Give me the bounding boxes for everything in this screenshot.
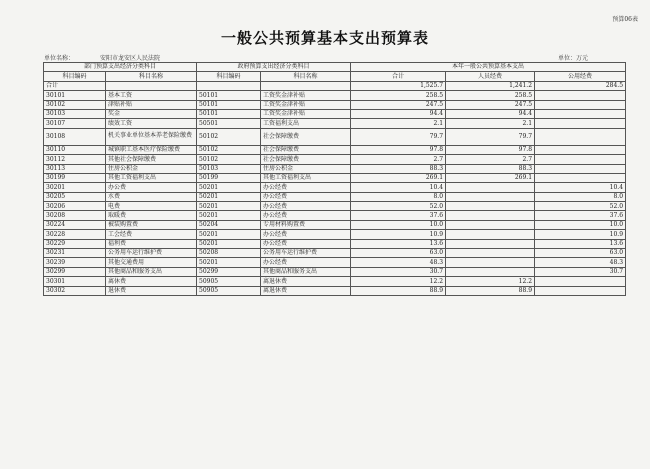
personnel-cell: 97.8 xyxy=(446,145,535,154)
public-cell: 10.4 xyxy=(535,183,626,192)
gov-name-cell: 办公经费 xyxy=(261,192,351,201)
gov-code-cell: 50201 xyxy=(197,258,261,267)
dept-name-cell: 住房公积金 xyxy=(106,164,197,173)
public-cell xyxy=(535,277,626,286)
gov-name-cell: 其他工资福利支出 xyxy=(261,173,351,182)
dept-code-cell: 30101 xyxy=(44,91,106,100)
gov-name-cell: 工资奖金津补贴 xyxy=(261,91,351,100)
gov-name-cell: 工资奖金津补贴 xyxy=(261,109,351,118)
header-column-row xyxy=(44,72,626,81)
total-empty-cell xyxy=(261,81,351,90)
dept-name-cell: 奖金 xyxy=(106,109,197,118)
header-gov-group: 政府预算支出经济分类科目 xyxy=(197,63,351,72)
gov-code-cell: 50102 xyxy=(197,128,261,145)
currency-unit: 单位：万元 xyxy=(557,55,588,62)
personnel-cell xyxy=(446,202,535,211)
public-cell: 37.6 xyxy=(535,211,626,220)
table-row xyxy=(44,277,626,286)
header-dept-group: 部门预算支出经济分类科目 xyxy=(44,63,197,72)
table-row xyxy=(44,183,626,192)
dept-name-cell: 被装购置费 xyxy=(106,220,197,229)
dept-code-cell: 30113 xyxy=(44,164,106,173)
header-total: 合计 xyxy=(351,72,446,81)
personnel-cell xyxy=(446,258,535,267)
total-row xyxy=(44,81,626,90)
dept-code-cell: 30206 xyxy=(44,202,106,211)
personnel-cell xyxy=(446,220,535,229)
gov-code-cell: 50299 xyxy=(197,267,261,276)
gov-name-cell: 社会保障缴费 xyxy=(261,128,351,145)
table-row xyxy=(44,100,626,109)
public-cell: 8.0 xyxy=(535,192,626,201)
public-cell xyxy=(535,91,626,100)
gov-name-cell: 办公经费 xyxy=(261,258,351,267)
header-gov-name: 科目名称 xyxy=(261,72,351,81)
public-cell xyxy=(535,100,626,109)
gov-code-cell: 50208 xyxy=(197,249,261,258)
gov-name-cell: 工资奖金津补贴 xyxy=(261,100,351,109)
gov-name-cell: 离退休费 xyxy=(261,277,351,286)
dept-code-cell: 30103 xyxy=(44,109,106,118)
personnel-cell xyxy=(446,239,535,248)
header-dept-name: 科目名称 xyxy=(106,72,197,81)
dept-code-cell: 30224 xyxy=(44,220,106,229)
gov-name-cell: 工资福利支出 xyxy=(261,119,351,128)
dept-code-cell: 30231 xyxy=(44,249,106,258)
dept-code-cell: 30205 xyxy=(44,192,106,201)
gov-code-cell: 50201 xyxy=(197,202,261,211)
public-cell: 10.0 xyxy=(535,220,626,229)
dept-name-cell: 水费 xyxy=(106,192,197,201)
personnel-cell: 88.9 xyxy=(446,286,535,295)
gov-name-cell: 社会保障缴费 xyxy=(261,145,351,154)
dept-code-cell: 30102 xyxy=(44,100,106,109)
table-row xyxy=(44,258,626,267)
personnel-cell: 79.7 xyxy=(446,128,535,145)
dept-name-cell: 工会经费 xyxy=(106,230,197,239)
dept-name-cell: 其他交通费用 xyxy=(106,258,197,267)
public-cell: 63.0 xyxy=(535,249,626,258)
personnel-cell: 94.4 xyxy=(446,109,535,118)
dept-name-cell: 其他商品和服务支出 xyxy=(106,267,197,276)
header-personnel: 人员经费 xyxy=(446,72,535,81)
dept-code-cell: 30201 xyxy=(44,183,106,192)
personnel-cell: 258.5 xyxy=(446,91,535,100)
total-empty-cell xyxy=(106,81,197,90)
dept-name-cell: 办公费 xyxy=(106,183,197,192)
total-public: 284.5 xyxy=(535,81,626,90)
dept-code-cell: 30199 xyxy=(44,173,106,182)
dept-code-cell: 30301 xyxy=(44,277,106,286)
personnel-cell xyxy=(446,267,535,276)
total-empty-cell xyxy=(197,81,261,90)
public-cell: 13.6 xyxy=(535,239,626,248)
total-cell: 37.6 xyxy=(351,211,446,220)
total-cell: 269.1 xyxy=(351,173,446,182)
gov-code-cell: 50102 xyxy=(197,155,261,164)
gov-code-cell: 50905 xyxy=(197,286,261,295)
gov-code-cell: 50102 xyxy=(197,145,261,154)
gov-name-cell: 其他商品和服务支出 xyxy=(261,267,351,276)
dept-name-cell: 津贴补贴 xyxy=(106,100,197,109)
page-title: 一般公共预算基本支出预算表 xyxy=(220,29,429,47)
dept-code-cell: 30228 xyxy=(44,230,106,239)
personnel-cell: 2.1 xyxy=(446,119,535,128)
gov-code-cell: 50201 xyxy=(197,239,261,248)
total-cell: 10.9 xyxy=(351,230,446,239)
total-cell: 2.7 xyxy=(351,155,446,164)
gov-code-cell: 50905 xyxy=(197,277,261,286)
personnel-cell xyxy=(446,192,535,201)
gov-name-cell: 办公经费 xyxy=(261,211,351,220)
table-row xyxy=(44,164,626,173)
public-cell: 30.7 xyxy=(535,267,626,276)
dept-name-cell: 绩效工资 xyxy=(106,119,197,128)
public-cell xyxy=(535,145,626,154)
table-row xyxy=(44,249,626,258)
header-public: 公用经费 xyxy=(535,72,626,81)
total-cell: 63.0 xyxy=(351,249,446,258)
personnel-cell: 247.5 xyxy=(446,100,535,109)
gov-code-cell: 50103 xyxy=(197,164,261,173)
dept-name-cell: 基本工资 xyxy=(106,91,197,100)
total-cell: 88.3 xyxy=(351,164,446,173)
gov-name-cell: 办公经费 xyxy=(261,202,351,211)
dept-code-cell: 30107 xyxy=(44,119,106,128)
dept-name-cell: 取暖费 xyxy=(106,211,197,220)
gov-code-cell: 50101 xyxy=(197,91,261,100)
public-cell xyxy=(535,164,626,173)
total-cell: 12.2 xyxy=(351,277,446,286)
total-cell: 48.3 xyxy=(351,258,446,267)
personnel-cell: 269.1 xyxy=(446,173,535,182)
table-row xyxy=(44,239,626,248)
total-cell: 10.0 xyxy=(351,220,446,229)
total-personnel: 1,241.2 xyxy=(446,81,535,90)
dept-name-cell: 退休费 xyxy=(106,286,197,295)
dept-name-cell: 公务用车运行维护费 xyxy=(106,249,197,258)
total-cell: 97.8 xyxy=(351,145,446,154)
gov-code-cell: 50201 xyxy=(197,230,261,239)
total-label: 合计 xyxy=(44,81,106,90)
total-cell: 52.0 xyxy=(351,202,446,211)
header-current-group: 本年一般公共预算基本支出 xyxy=(351,63,626,72)
gov-code-cell: 50101 xyxy=(197,100,261,109)
table-row xyxy=(44,286,626,295)
personnel-cell xyxy=(446,230,535,239)
gov-name-cell: 社会保障缴费 xyxy=(261,155,351,164)
personnel-cell xyxy=(446,211,535,220)
total-cell: 13.6 xyxy=(351,239,446,248)
table-row xyxy=(44,91,626,100)
public-cell: 52.0 xyxy=(535,202,626,211)
total-cell: 79.7 xyxy=(351,128,446,145)
dept-name-cell: 福利费 xyxy=(106,239,197,248)
dept-code-cell: 30239 xyxy=(44,258,106,267)
gov-name-cell: 离退休费 xyxy=(261,286,351,295)
dept-code-cell: 30208 xyxy=(44,211,106,220)
total-cell: 30.7 xyxy=(351,267,446,276)
table-row xyxy=(44,173,626,182)
personnel-cell xyxy=(446,183,535,192)
header-gov-code: 科目编码 xyxy=(197,72,261,81)
gov-name-cell: 专用材料购置费 xyxy=(261,220,351,229)
gov-code-cell: 50199 xyxy=(197,173,261,182)
public-cell xyxy=(535,155,626,164)
unit-name-value: 安阳市龙安区人民法院 xyxy=(100,55,161,62)
total-cell: 94.4 xyxy=(351,109,446,118)
dept-name-cell: 电费 xyxy=(106,202,197,211)
total-sum: 1,525.7 xyxy=(351,81,446,90)
public-cell xyxy=(535,173,626,182)
dept-name-cell: 其他社会保障缴费 xyxy=(106,155,197,164)
table-row xyxy=(44,220,626,229)
gov-code-cell: 50101 xyxy=(197,109,261,118)
total-cell: 258.5 xyxy=(351,91,446,100)
header-group-row xyxy=(44,63,626,72)
page-code: 预算06表 xyxy=(612,16,638,23)
gov-code-cell: 50201 xyxy=(197,192,261,201)
personnel-cell: 2.7 xyxy=(446,155,535,164)
public-cell xyxy=(535,109,626,118)
gov-code-cell: 50204 xyxy=(197,220,261,229)
public-cell: 10.9 xyxy=(535,230,626,239)
public-cell xyxy=(535,128,626,145)
table-row xyxy=(44,267,626,276)
gov-name-cell: 办公经费 xyxy=(261,230,351,239)
public-cell xyxy=(535,119,626,128)
total-cell: 88.9 xyxy=(351,286,446,295)
total-cell: 247.5 xyxy=(351,100,446,109)
dept-name-cell: 离休费 xyxy=(106,277,197,286)
dept-code-cell: 30229 xyxy=(44,239,106,248)
table-row xyxy=(44,128,626,145)
dept-code-cell: 30302 xyxy=(44,286,106,295)
table-row xyxy=(44,230,626,239)
table-row xyxy=(44,145,626,154)
dept-code-cell: 30110 xyxy=(44,145,106,154)
budget-table xyxy=(43,62,626,296)
dept-name-cell: 其他工资福利支出 xyxy=(106,173,197,182)
table-row xyxy=(44,109,626,118)
unit-name-label: 单位名称： xyxy=(44,55,75,62)
public-cell: 48.3 xyxy=(535,258,626,267)
header-dept-code: 科目编码 xyxy=(44,72,106,81)
table-row xyxy=(44,202,626,211)
personnel-cell xyxy=(446,249,535,258)
total-cell: 8.0 xyxy=(351,192,446,201)
unit-name xyxy=(44,53,160,62)
gov-name-cell: 住房公积金 xyxy=(261,164,351,173)
gov-code-cell: 50201 xyxy=(197,183,261,192)
dept-code-cell: 30299 xyxy=(44,267,106,276)
personnel-cell: 88.3 xyxy=(446,164,535,173)
gov-name-cell: 办公经费 xyxy=(261,239,351,248)
dept-code-cell: 30112 xyxy=(44,155,106,164)
gov-name-cell: 办公经费 xyxy=(261,183,351,192)
table-row xyxy=(44,155,626,164)
total-cell: 2.1 xyxy=(351,119,446,128)
dept-name-cell: 城镇职工基本医疗保险缴费 xyxy=(106,145,197,154)
table-row xyxy=(44,119,626,128)
gov-code-cell: 50501 xyxy=(197,119,261,128)
table-row xyxy=(44,211,626,220)
dept-name-cell: 机关事业单位基本养老保险缴费 xyxy=(106,128,197,145)
total-cell: 10.4 xyxy=(351,183,446,192)
gov-name-cell: 公务用车运行维护费 xyxy=(261,249,351,258)
public-cell xyxy=(535,286,626,295)
gov-code-cell: 50201 xyxy=(197,211,261,220)
table-row xyxy=(44,192,626,201)
personnel-cell: 12.2 xyxy=(446,277,535,286)
dept-code-cell: 30108 xyxy=(44,128,106,145)
